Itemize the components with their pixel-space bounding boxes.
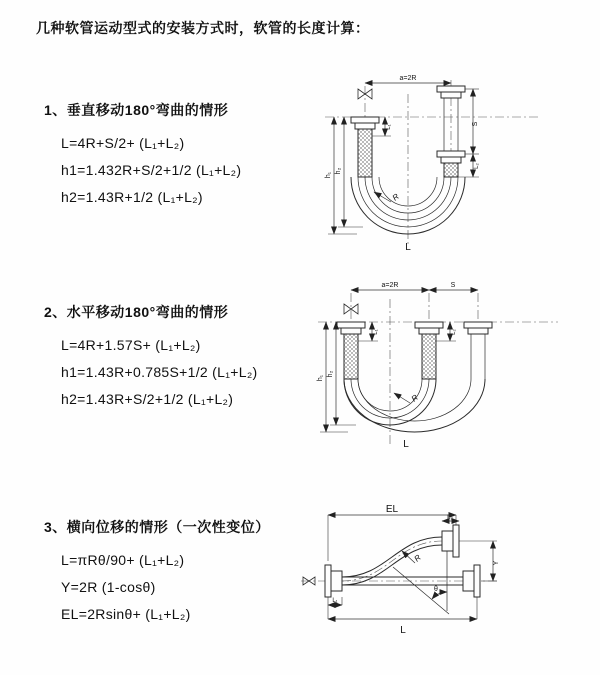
dim-label-h1: h₁: [317, 374, 324, 382]
dim-label-h1: h₁: [325, 171, 332, 179]
formula-h2: h2=1.43R+1/2 (L₁+L₂): [61, 189, 203, 205]
dim-label-r: R: [412, 552, 423, 564]
dim-label-l: L: [400, 625, 406, 636]
left-flange-assembly: [325, 565, 342, 597]
dim-label-y: Y: [493, 560, 500, 566]
mid-flange-assembly: [415, 322, 443, 379]
dim-label-h2: h₂: [327, 370, 334, 378]
dim-label-l1: L₁: [373, 329, 379, 335]
dim-label-l2: L₂: [447, 515, 453, 521]
dim-label-span: a=2R: [381, 282, 399, 289]
dim-label-theta: θ: [434, 586, 438, 593]
formula-h1: h1=1.43R+0.785S+1/2 (L₁+L₂): [61, 364, 258, 380]
angle-arc: [432, 592, 447, 599]
dim-label-r: R: [390, 191, 401, 203]
section-3-heading: 3、横向位移的情形（一次性变位）: [44, 519, 270, 535]
left-flange-assembly: [337, 322, 365, 379]
dim-label-l1: L₁: [386, 124, 392, 130]
formula-el: EL=2Rsinθ+ (L₁+L₂): [61, 606, 191, 622]
dim-label-span: a=2R: [399, 75, 417, 82]
section-lateral-displacement: [44, 517, 314, 628]
dim-label-h2: h₂: [335, 167, 342, 175]
section-2-heading: 2、水平移动180°弯曲的情形: [44, 304, 229, 320]
formula-length: L=4R+1.57S+ (L₁+L₂): [61, 337, 201, 353]
radius-arrow: [394, 393, 410, 403]
section-horizontal-180: [44, 302, 314, 413]
dim-label-l: L: [403, 439, 409, 450]
dim-label-l1: L₁: [332, 598, 338, 604]
formula-length: L=4R+S/2+ (L₁+L₂): [61, 135, 185, 151]
dim-label-l2: L₂: [451, 329, 457, 335]
diagram-lateral-displacement: [297, 499, 600, 649]
right-upper-flange-assembly: [442, 525, 459, 557]
formula-h2: h2=1.43R+S/2+1/2 (L₁+L₂): [61, 391, 234, 407]
section-1-heading: 1、垂直移动180°弯曲的情形: [44, 102, 229, 118]
diagram-horizontal-180: [306, 279, 600, 461]
dim-label-el: EL: [385, 504, 399, 515]
formula-h1: h1=1.432R+S/2+1/2 (L₁+L₂): [61, 162, 242, 178]
dim-label-l: L: [405, 242, 411, 253]
dim-label-r: R: [409, 392, 420, 404]
right-flange-assembly: [464, 322, 492, 379]
dim-label-s: S: [450, 282, 456, 289]
dim-label-s: S: [472, 121, 479, 127]
formula-length: L=πRθ/90+ (L₁+L₂): [61, 552, 185, 568]
left-flange-assembly: [351, 117, 379, 177]
formula-y: Y=2R (1-cosθ): [61, 579, 156, 595]
page-title: 几种软管运动型式的安装方式时，软管的长度计算：: [36, 20, 370, 36]
hose-bend-arcs: [344, 379, 485, 432]
angle-construction-line: [393, 567, 449, 614]
radius-arrow: [374, 192, 391, 202]
section-vertical-180: [44, 100, 314, 211]
diagram-vertical-180: [311, 74, 548, 256]
right-lower-flange-assembly: [463, 565, 480, 597]
dim-label-l2: L₂: [474, 163, 480, 169]
